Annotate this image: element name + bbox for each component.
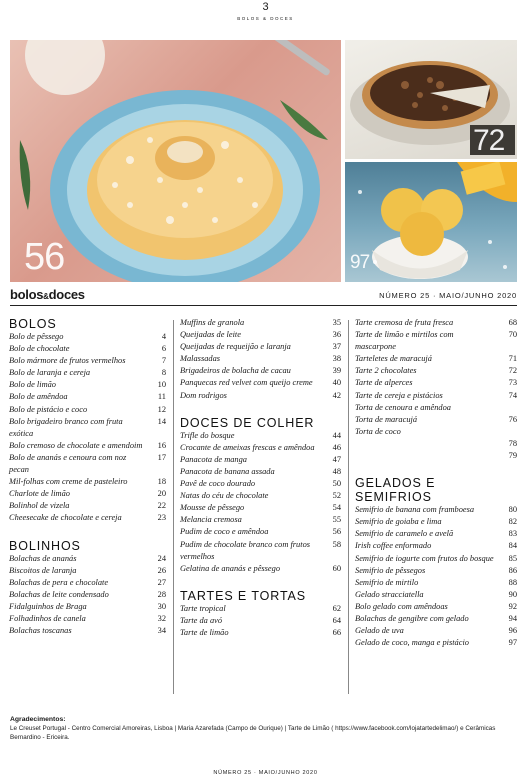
toc-entry-title: Tarte 2 chocolates (355, 366, 417, 376)
toc-entry-title: Bolachas de ananás (9, 553, 77, 563)
toc-entry (180, 502, 341, 514)
toc-entry-page: 76 (508, 414, 517, 424)
toc-entry (9, 589, 166, 601)
toc-entry-title: Torta de maracujá (355, 414, 418, 424)
toc-entry-title: Bolachas de leite condensado (9, 589, 109, 599)
section-title: BOLOS (9, 317, 57, 331)
section-title: DOCES DE COLHER (180, 415, 315, 430)
toc-entry-page: 92 (508, 601, 517, 611)
toc-entry (180, 478, 341, 490)
toc-entry-page: 79 (508, 451, 517, 461)
toc-entry (355, 504, 517, 516)
toc-entry-page: 70 (508, 330, 517, 340)
toc-entry (355, 329, 517, 353)
toc-entry-title: Trifle do bosque (180, 430, 235, 440)
section-list (180, 430, 341, 575)
toc-entry-title: Semifrio de goiaba e lima (355, 517, 442, 527)
toc-entry (355, 426, 517, 438)
toc-entry (9, 331, 166, 343)
toc-entry (355, 450, 517, 462)
toc-entry-page: 4 (161, 332, 166, 341)
toc-entry-title: Bolachas de gengibre com gelado (355, 613, 469, 623)
toc-entry-page: 35 (332, 318, 341, 327)
page-footer: NÚMERO 25 · MAIO/JUNHO 2020 (213, 770, 318, 776)
toc-entry-page: 78 (508, 438, 517, 448)
toc-entry (180, 430, 341, 442)
toc-entry-title: Tarte de limão e mirtilos com mascarpone (355, 330, 454, 352)
toc-entry-title: Bolo de pêssego (9, 332, 64, 341)
toc-entry-page: 84 (508, 541, 517, 551)
toc-entry (355, 577, 517, 589)
toc-entry (355, 317, 517, 329)
toc-entry-title: Tarte de cereja e pistácios (355, 390, 443, 400)
section-list (355, 504, 517, 649)
toc-entry-page: 47 (332, 454, 341, 464)
toc-entry-title: Irish coffee enformado (355, 541, 432, 551)
toc-entry (180, 454, 341, 466)
toc-entry-page: 88 (508, 577, 517, 587)
toc-entry (9, 488, 166, 500)
toc-entry (9, 404, 166, 416)
toc-entry-title: Bolo mármore de frutos vermelhos (9, 356, 126, 366)
section-list (9, 553, 166, 638)
toc-entry-title: Semifrio de caramelo e avelã (355, 529, 454, 539)
toc-entry-title: Queijadas de requeijão e laranja (180, 342, 291, 352)
column-divider (348, 320, 349, 694)
toc-entry-title: Bolachas toscanas (9, 626, 72, 636)
toc-entry (180, 627, 341, 639)
toc-entry-page: 56 (332, 527, 341, 537)
toc-entry-page: 37 (332, 342, 341, 352)
toc-entry-title: Bolo de laranja e cereja (9, 368, 91, 378)
toc-entry-title: Bolo de chocolate (9, 344, 70, 354)
section-title: GELADOS E SEMIFRIOS (355, 476, 436, 505)
toc-entry-title: Bolo de limão (9, 380, 56, 390)
toc-entry (355, 565, 517, 577)
toc-entry-page: 90 (508, 589, 517, 599)
toc-entry (355, 390, 517, 402)
toc-entry-page: 36 (332, 330, 341, 340)
toc-entry (180, 390, 341, 402)
photo-page-number: 56 (24, 236, 65, 278)
section-title: TARTES E TORTAS (180, 588, 307, 603)
page-number: 3 (262, 1, 269, 13)
toc-entry (180, 563, 341, 575)
toc-entry-title: Panquecas red velvet com queijo creme (180, 378, 313, 388)
toc-entry-page: 39 (332, 366, 341, 376)
toc-entry (180, 526, 341, 538)
toc-entry-title: Malassadas (180, 354, 221, 364)
section-title: BOLINHOS (9, 538, 81, 553)
toc-entry-title: Gelatina de ananás e pêssego (180, 563, 281, 573)
toc-entry (9, 355, 166, 367)
toc-entry-title: Tarte de limão (180, 627, 229, 637)
toc-entry-title: Tarte de alperces (355, 378, 413, 388)
toc-entry-page: 46 (332, 442, 341, 452)
toc-entry-page: 62 (332, 603, 341, 613)
toc-entry-page: 40 (332, 378, 341, 388)
toc-entry-title: Queijadas de leite (180, 330, 241, 340)
column-divider (173, 320, 174, 694)
toc-entry-page: 23 (157, 513, 166, 523)
icecream-illustration (345, 162, 517, 282)
tart-photo (345, 40, 517, 159)
toc-entry (355, 540, 517, 552)
toc-entry-page: 83 (508, 529, 517, 539)
toc-entry (9, 343, 166, 355)
toc-entry-page: 58 (332, 539, 341, 549)
toc-entry-page: 74 (508, 390, 517, 400)
toc-entry (9, 367, 166, 379)
toc-entry-title: Cheesecake de chocolate e cereja (9, 513, 122, 523)
toc-entry-title: Bolo cremoso de chocolate e amendoim (9, 440, 143, 450)
toc-entry-title: Bolo brigadeiro branco com fruta exótica (9, 416, 123, 438)
toc-entry-title: Bolo gelado com amêndoas (355, 601, 448, 611)
toc-entry-page: 6 (161, 344, 166, 354)
toc-entry (180, 377, 341, 389)
toc-entry (180, 341, 341, 353)
icecream-photo (345, 162, 517, 282)
toc-entry-title: Semifrio de mirtilo (355, 577, 419, 587)
toc-entry-title: Panacota de manga (180, 454, 247, 464)
toc-entry (9, 565, 166, 577)
toc-entry-page: 14 (157, 416, 166, 426)
acknowledgements (10, 715, 517, 742)
toc-entry-title: Folhadinhos de canela (9, 613, 86, 623)
toc-entry-title: Mousse de pêssego (180, 503, 245, 513)
toc-entry-page: 86 (508, 565, 517, 575)
toc-entry (180, 490, 341, 502)
section-list (9, 331, 166, 525)
toc-entry (9, 500, 166, 512)
photo-page-number: 72 (473, 124, 505, 157)
toc-entry-page: 26 (157, 565, 166, 575)
toc-entry-page: 22 (157, 501, 166, 511)
toc-entry-page: 16 (157, 440, 166, 450)
toc-entry (9, 416, 166, 440)
toc-column-2 (180, 317, 341, 639)
toc-entry-page: 52 (332, 491, 341, 501)
section-list (355, 317, 517, 462)
toc-entry-page: 50 (332, 479, 341, 489)
toc-entry-page: 48 (332, 466, 341, 476)
toc-entry (9, 512, 166, 524)
section-list (180, 317, 341, 402)
toc-entry (180, 365, 341, 377)
toc-entry (355, 438, 517, 450)
toc-entry-page: 94 (508, 613, 517, 623)
toc-entry-page: 17 (157, 452, 166, 462)
toc-entry-page: 12 (157, 404, 166, 414)
toc-entry (180, 514, 341, 526)
toc-entry-title: Natas do céu de chocolate (180, 491, 269, 501)
brand-logo: bolos&doces (10, 287, 85, 302)
toc-entry-title: Bolo de pistácio e coco (9, 404, 88, 414)
toc-entry (355, 553, 517, 565)
ack-title: Agradecimentos: (10, 716, 66, 723)
toc-entry (355, 637, 517, 649)
toc-entry-page: 11 (157, 392, 166, 402)
toc-entry (355, 528, 517, 540)
ack-text: Le Creuset Portugal - Centro Comercial Amoreiras, Lisboa | Maria Azarefada (Campo de Ourique) | Tarte de Limão ( https://www.facebook.com/lojatartedelimao/) e Cerâmicas Bernardino - Ericeira. (10, 725, 496, 741)
toc-entry-title: Tarte da avó (180, 615, 223, 625)
toc-entry-title: Pudim de chocolate branco com frutos vermelhos (180, 539, 311, 561)
toc-entry (355, 613, 517, 625)
toc-entry-title: Fidalguinhos de Braga (9, 601, 87, 611)
toc-entry-page: 82 (508, 517, 517, 527)
toc-entry-page: 80 (508, 505, 517, 515)
toc-entry (180, 603, 341, 615)
toc-entry-title: Semifrio de iogurte com frutos do bosque (355, 553, 494, 563)
toc-entry (180, 317, 341, 329)
toc-entry (355, 353, 517, 365)
toc-entry-title: Semifrio de banana com framboesa (355, 505, 475, 515)
toc-entry-page: 55 (332, 515, 341, 525)
toc-entry (180, 442, 341, 454)
running-title: BOLOS & DOCES (237, 16, 294, 21)
toc-entry (355, 625, 517, 637)
toc-entry (9, 613, 166, 625)
toc-entry-title: Bolo de amêndoa (9, 392, 68, 402)
toc-entry (355, 516, 517, 528)
toc-entry-page: 32 (157, 613, 166, 623)
toc-entry-page: 38 (332, 354, 341, 364)
toc-entry-title: Crocante de ameixas frescas e amêndoa (180, 442, 315, 452)
toc-entry (180, 466, 341, 478)
toc-entry (355, 402, 517, 414)
toc-entry-title: Gelado stracciatella (355, 589, 424, 599)
toc-entry-title: Bolinhol de vizela (9, 501, 70, 511)
toc-entry (355, 414, 517, 426)
toc-entry-title: Mil-folhas com creme de pasteleiro (9, 477, 128, 487)
toc-entry (355, 377, 517, 389)
toc-entry-title: Dom rodrigos (180, 390, 227, 400)
toc-entry-title: Melancia cremosa (180, 515, 242, 525)
header-divider (10, 305, 517, 306)
toc-entry (9, 379, 166, 391)
issue-label: NÚMERO 25 · MAIO/JUNHO 2020 (379, 291, 517, 300)
toc-entry (9, 577, 166, 589)
toc-entry (355, 589, 517, 601)
masthead (10, 287, 517, 305)
toc-entry-title: Tarteletes de maracujá (355, 354, 432, 364)
toc-entry-title: Panacota de banana assada (180, 466, 275, 476)
toc-entry-title: Gelado de uva (355, 626, 404, 636)
toc-entry (9, 553, 166, 565)
toc-entry-page: 97 (508, 638, 517, 648)
toc-entry-page: 42 (332, 390, 341, 400)
toc-entry (9, 452, 166, 476)
toc-entry-page: 28 (157, 589, 166, 599)
toc-entry (9, 625, 166, 637)
toc-entry-page: 30 (157, 601, 166, 611)
toc-entry-title: Torta de cenoura e amêndoa (355, 402, 451, 412)
toc-entry-page: 8 (161, 368, 166, 378)
toc-entry (9, 601, 166, 613)
toc-entry-page: 68 (508, 318, 517, 327)
toc-entry-page: 10 (157, 380, 166, 390)
toc-entry-page: 73 (508, 378, 517, 388)
toc-entry-page: 60 (332, 563, 341, 573)
toc-entry-title: Muffins de granola (180, 318, 245, 327)
toc-column-3 (355, 317, 517, 649)
toc-entry-page: 24 (157, 553, 166, 563)
toc-entry (180, 353, 341, 365)
toc-entry-title: Bolo de ananás e cenoura com noz pecan (9, 452, 127, 475)
toc-entry-page: 34 (157, 626, 166, 636)
toc-entry-page: 85 (508, 553, 517, 563)
toc-entry (355, 601, 517, 613)
toc-entry-title: Gelado de coco, manga e pistácio (355, 638, 469, 648)
toc-entry-title: Semifrio de pêssegos (355, 565, 426, 575)
toc-entry (9, 476, 166, 488)
toc-entry (355, 365, 517, 377)
photo-page-number: 97 (350, 252, 370, 273)
section-list (180, 603, 341, 639)
toc-entry-page: 72 (508, 366, 517, 376)
toc-entry-title: Charlote de limão (9, 489, 70, 499)
toc-entry (180, 615, 341, 627)
toc-entry-title: Brigadeiros de bolacha de cacau (180, 366, 291, 376)
toc-entry-title: Biscoitos de laranja (9, 565, 77, 575)
toc-entry-page: 44 (332, 430, 341, 440)
cake-photo (10, 40, 341, 282)
toc-column-1 (9, 317, 166, 637)
toc-entry-page: 66 (332, 627, 341, 637)
toc-entry-page: 96 (508, 626, 517, 636)
toc-entry (180, 539, 341, 563)
toc-entry-page: 20 (157, 489, 166, 499)
toc-entry (180, 329, 341, 341)
toc-entry (9, 391, 166, 403)
toc-entry-title: Pudim de coco e amêndoa (180, 527, 269, 537)
toc-entry-page: 71 (508, 354, 517, 364)
toc-entry (9, 440, 166, 452)
toc-entry-page: 18 (157, 477, 166, 487)
toc-entry-title: Tarte tropical (180, 603, 226, 613)
toc-entry-page: 54 (332, 503, 341, 513)
toc-entry-page: 7 (161, 356, 166, 366)
toc-entry-title: Tarte cremosa de fruta fresca (355, 318, 454, 327)
toc-entry-title: Pavê de coco dourado (180, 479, 256, 489)
toc-entry-page: 64 (332, 615, 341, 625)
toc-entry-title: Bolachas de pera e chocolate (9, 577, 109, 587)
toc-entry-page: 27 (157, 577, 166, 587)
toc-entry-title: Torta de coco (355, 426, 401, 436)
